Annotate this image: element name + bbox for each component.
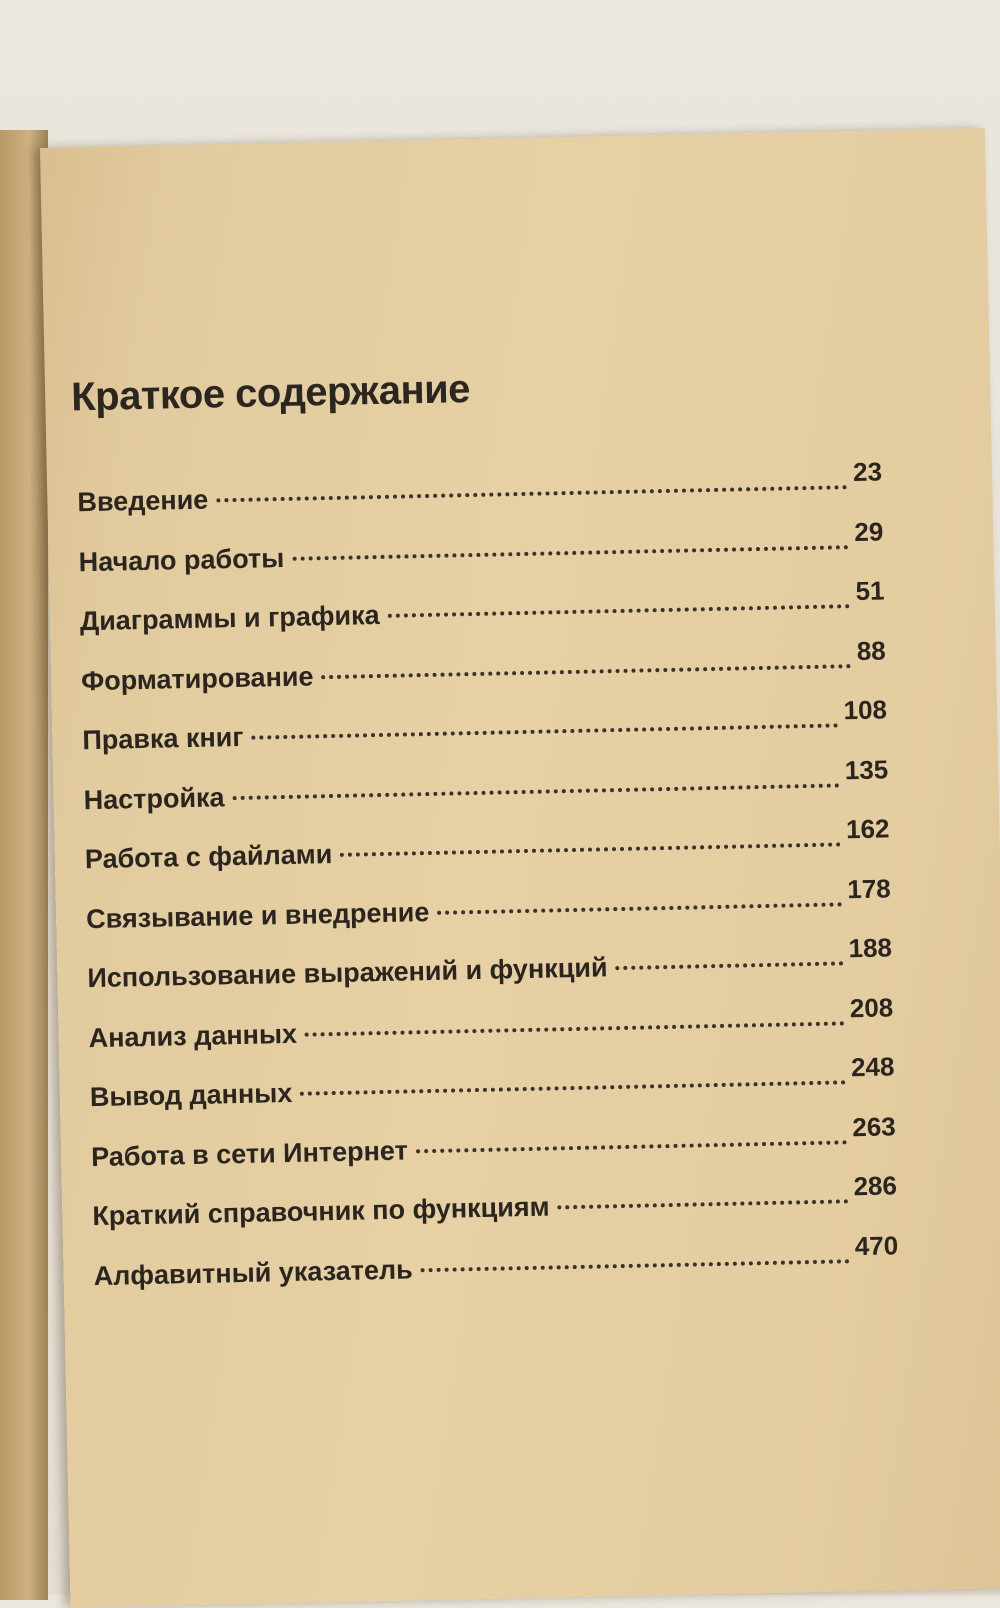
dot-leader (615, 961, 842, 970)
toc-entry-page: 188 (848, 932, 893, 964)
toc-entry-page: 286 (853, 1170, 898, 1202)
toc-entry-page: 263 (851, 1110, 896, 1142)
toc-entry-page: 248 (850, 1051, 895, 1083)
toc-entry-page: 470 (854, 1229, 899, 1261)
book-spine (0, 130, 48, 1600)
toc-entry-title: Работа с файлами (84, 839, 333, 875)
dot-leader (232, 783, 839, 800)
toc-entry-title: Использование выражений и функций (87, 952, 608, 994)
toc-entry-title: Введение (77, 484, 209, 518)
toc-entry-title: Форматирование (80, 660, 314, 696)
toc-entry-page: 51 (855, 575, 885, 607)
dot-leader (321, 664, 851, 679)
dot-leader (300, 1080, 845, 1095)
book-page (40, 128, 1000, 1607)
toc-entry-title: Вывод данных (89, 1077, 293, 1113)
toc-entry-title: Диаграммы и графика (79, 599, 380, 637)
toc-entry-title: Работа в сети Интернет (90, 1135, 409, 1172)
page-heading: Краткое содержание (70, 367, 471, 420)
dot-leader (340, 842, 840, 856)
toc-entry-page: 29 (853, 515, 884, 547)
toc-entry-page: 162 (845, 813, 890, 845)
dot-leader (558, 1199, 848, 1209)
table-of-contents (77, 456, 899, 1320)
dot-leader (388, 604, 850, 618)
toc-entry-title: Правка книг (82, 721, 244, 756)
dot-leader (421, 1259, 849, 1272)
dot-leader (416, 1140, 847, 1153)
dot-leader (216, 485, 847, 502)
toc-entry-title: Краткий справочник по функциям (92, 1191, 550, 1232)
toc-entry-page: 135 (844, 753, 889, 785)
toc-entry-title: Алфавитный указатель (93, 1253, 413, 1291)
dot-leader (252, 723, 838, 739)
dot-leader (292, 545, 848, 561)
toc-entry-title: Связывание и внедрение (85, 896, 430, 934)
toc-entry-page: 108 (843, 694, 888, 726)
show-through-text (222, 233, 743, 284)
toc-entry-page: 178 (846, 872, 891, 904)
toc-entry-page: 88 (856, 634, 887, 666)
toc-entry-title: Начало работы (78, 542, 285, 577)
toc-entry-title: Настройка (83, 781, 225, 815)
dot-leader (305, 1021, 844, 1036)
toc-entry-title: Анализ данных (88, 1018, 298, 1053)
toc-entry-page: 23 (852, 456, 883, 488)
dot-leader (437, 902, 841, 914)
toc-entry-page: 208 (849, 991, 894, 1023)
